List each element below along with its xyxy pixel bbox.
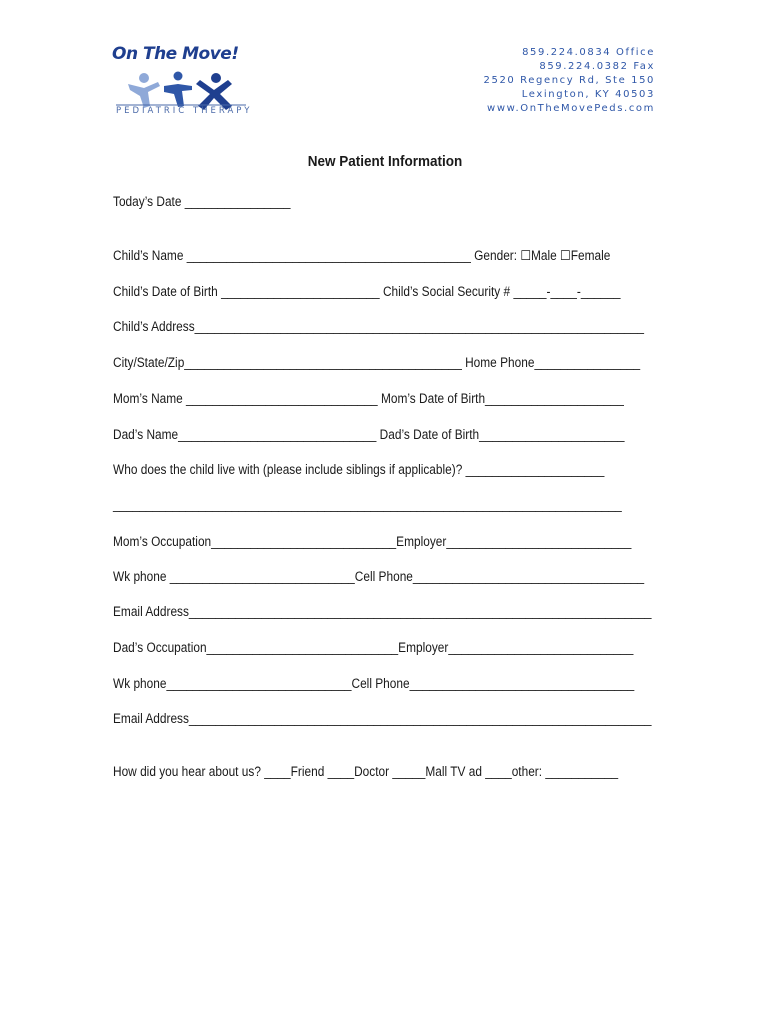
child-lives-with-field[interactable]: Who does the child live with (please include siblings if applicable)? _____________________ [113, 462, 605, 477]
city-state-zip: Lexington, KY 40503 [521, 89, 655, 100]
contact-block [484, 46, 655, 116]
child-dob-ssn-field[interactable]: Child’s Date of Birth ________________________ Child’s Social Security # _____-____-______ [113, 284, 621, 299]
logo-tagline: PEDIATRIC THERAPY [116, 106, 253, 116]
dad-phones-field[interactable]: Wk phone____________________________Cell Phone__________________________________ [113, 676, 635, 691]
mom-email-field[interactable]: Email Address______________________________________________________________________ [113, 604, 652, 619]
mom-occupation-employer-field[interactable]: Mom’s Occupation____________________________Employer____________________________ [113, 534, 632, 549]
fax-number: 859.224.0382 Fax [539, 61, 655, 72]
website-link[interactable]: www.OnTheMovePeds.com [487, 103, 655, 114]
dad-name-dob-field[interactable]: Dad’s Name______________________________ Dad’s Date of Birth______________________ [113, 427, 625, 442]
child-lives-with-continued-field[interactable]: _____________________________________________________________________________ [113, 497, 622, 512]
office-phone: 859.224.0834 Office [522, 47, 655, 58]
dad-occupation-employer-field[interactable]: Dad’s Occupation_____________________________Employer____________________________ [113, 640, 634, 655]
mom-name-dob-field[interactable]: Mom’s Name _____________________________ Mom’s Date of Birth_____________________ [113, 391, 624, 406]
dad-email-field[interactable]: Email Address______________________________________________________________________ [113, 711, 652, 726]
child-name-gender-field[interactable]: Child’s Name ___________________________________________ Gender: ☐Male ☐Female [113, 248, 611, 263]
referral-source-field[interactable]: How did you hear about us? ____Friend ____Doctor _____Mall TV ad ____other: ___________ [113, 764, 619, 779]
child-address-field[interactable]: Child’s Address____________________________________________________________________ [113, 319, 644, 334]
todays-date-field[interactable]: Today’s Date ________________ [113, 194, 291, 209]
city-state-zip-phone-field[interactable]: City/State/Zip__________________________________________ Home Phone________________ [113, 355, 641, 370]
street-address: 2520 Regency Rd, Ste 150 [483, 75, 655, 86]
form-title: New Patient Information [307, 153, 463, 170]
mom-phones-field[interactable]: Wk phone ____________________________Cell Phone___________________________________ [113, 569, 645, 584]
logo-name: On The Move! [112, 44, 239, 64]
